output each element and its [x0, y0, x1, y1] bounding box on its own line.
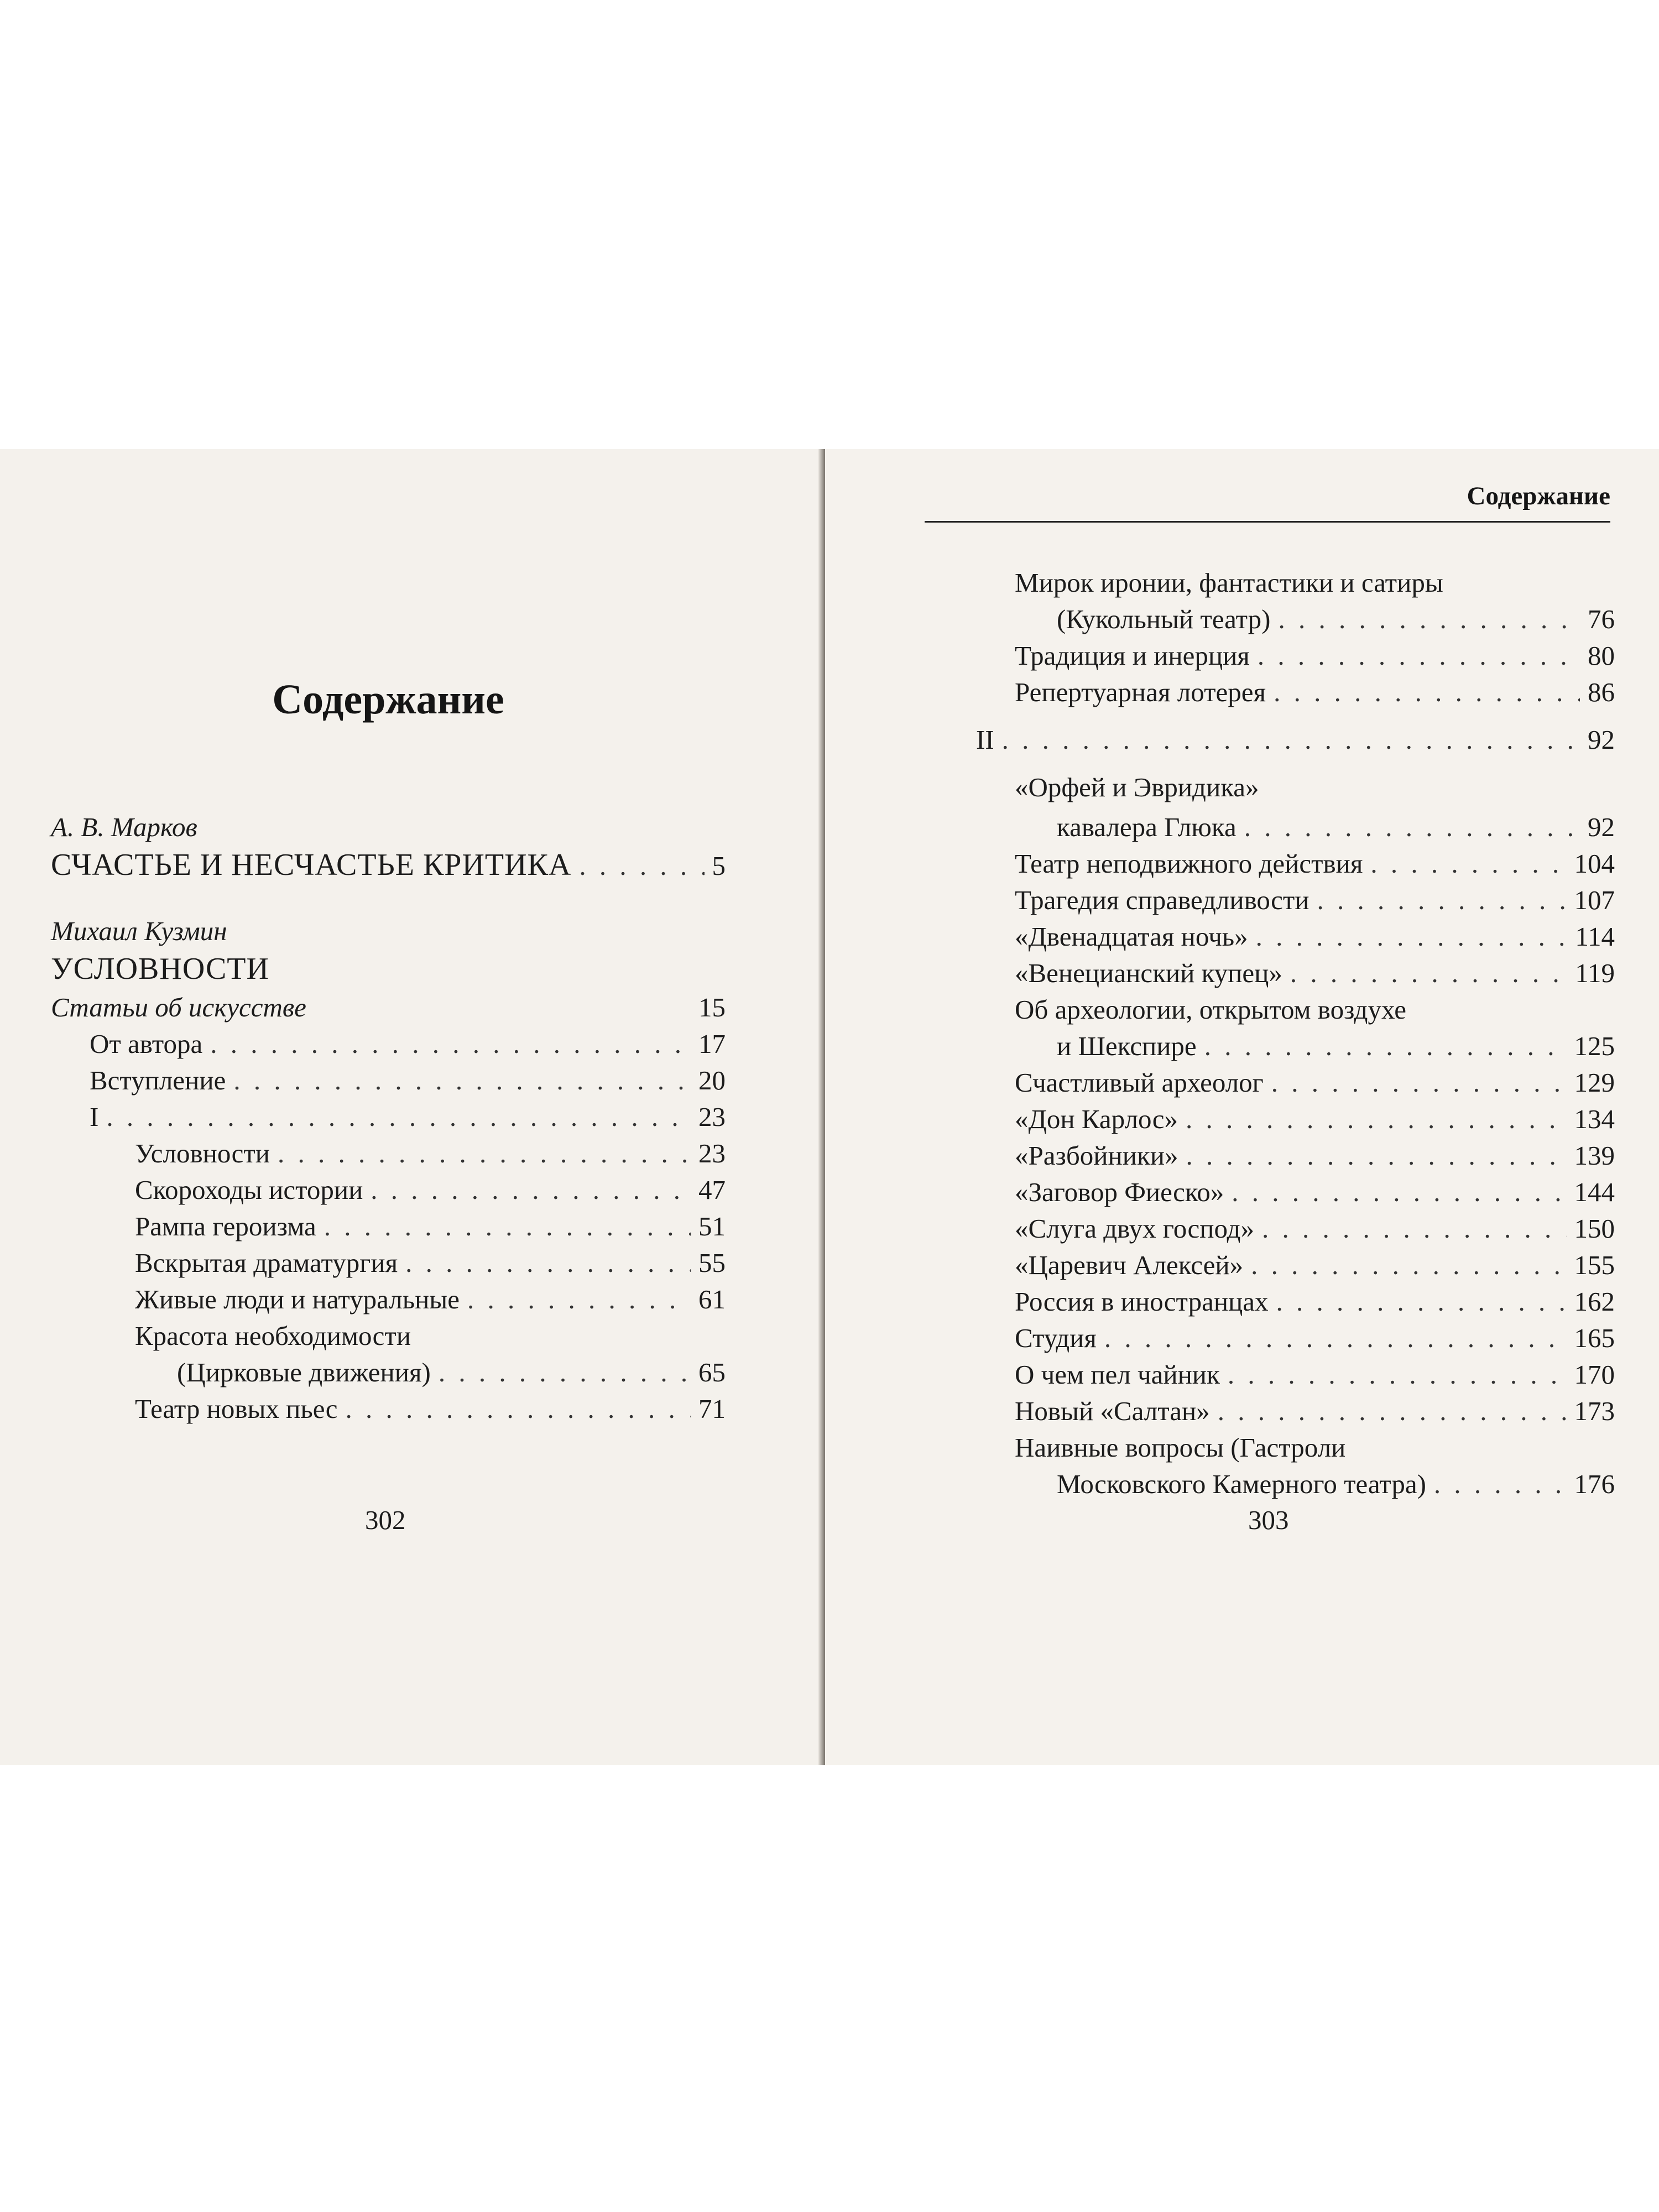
toc-entry-label: «Двенадцатая ночь» [1015, 921, 1248, 952]
section-heading: УСЛОВНОСТИ [51, 952, 269, 986]
toc-entry[interactable] [51, 847, 726, 884]
toc-entry[interactable] [1057, 1029, 1615, 1064]
leader-dots [324, 1209, 691, 1244]
leader-dots [106, 1099, 691, 1135]
toc-page-number: 61 [698, 1284, 726, 1314]
leader-dots [1002, 722, 1580, 758]
toc-entry[interactable] [1015, 1321, 1615, 1356]
author-name: Михаил Кузмин [51, 916, 227, 946]
toc-entry-label: Живые люди и натуральные [135, 1284, 460, 1314]
toc-entry[interactable] [1015, 956, 1615, 991]
toc-entry-label: Условности [135, 1138, 270, 1168]
leader-dots [371, 1172, 691, 1208]
toc-page-number: 71 [698, 1394, 726, 1424]
toc-entry-label: Россия в иностранцах [1015, 1286, 1269, 1317]
toc-page-number: 80 [1588, 640, 1615, 671]
toc-page-number: 20 [698, 1065, 726, 1095]
toc-entry-label: Театр новых пьес [135, 1394, 338, 1424]
book-spread [0, 449, 1659, 1765]
toc-entry[interactable] [1057, 810, 1615, 845]
leader-dots [579, 848, 704, 884]
leader-dots [1251, 1248, 1566, 1283]
toc-entry[interactable] [90, 1099, 726, 1135]
toc-page-number: 129 [1574, 1067, 1615, 1098]
toc-page-number: 15 [698, 992, 726, 1022]
toc-entry[interactable] [1015, 1102, 1615, 1137]
toc-entry[interactable] [1015, 1357, 1615, 1392]
toc-entry-label: Вступление [90, 1065, 226, 1095]
toc-page-number: 92 [1588, 724, 1615, 755]
toc-entry[interactable] [1015, 1211, 1615, 1246]
toc-entry-label: «Венецианский купец» [1015, 958, 1282, 988]
toc-entry-label: (Кукольный театр) [1057, 604, 1271, 634]
toc-page-number: 162 [1574, 1286, 1615, 1317]
page-number: 302 [365, 1505, 406, 1535]
toc-entry-label: Счастливый археолог [1015, 1067, 1264, 1098]
toc-entry-label: Вскрытая драматургия [135, 1248, 398, 1278]
toc-page-number: 92 [1588, 812, 1615, 842]
toc-page-number: 134 [1574, 1104, 1615, 1134]
toc-page-number: 104 [1574, 848, 1615, 879]
leader-dots [1256, 919, 1568, 954]
leader-dots [278, 1136, 691, 1171]
leader-dots [1186, 1102, 1567, 1137]
toc-page-number: 139 [1574, 1140, 1615, 1171]
toc-entry-label: кавалера Глюка [1057, 812, 1237, 842]
toc-entry-label: Статьи об искусстве [51, 992, 306, 1022]
toc-entry-label: II [976, 724, 994, 755]
toc-entry[interactable] [135, 1245, 726, 1281]
leader-dots [439, 1355, 691, 1390]
toc-page-number: 65 [698, 1357, 726, 1387]
leader-dots [1258, 638, 1580, 674]
leader-dots [467, 1282, 691, 1317]
toc-entry-label: Студия [1015, 1323, 1097, 1353]
leader-dots [345, 1391, 691, 1427]
header-rule [925, 521, 1610, 523]
toc-entry[interactable] [1057, 602, 1615, 637]
toc-page-number: 170 [1574, 1359, 1615, 1390]
toc-page-number: 165 [1574, 1323, 1615, 1353]
toc-entry[interactable] [1015, 1065, 1615, 1100]
toc-page-number: 125 [1574, 1031, 1615, 1061]
toc-entry[interactable] [1057, 1467, 1615, 1502]
toc-page-number: 107 [1574, 885, 1615, 915]
leader-dots [1290, 956, 1567, 991]
toc-entry-label[interactable]: Наивные вопросы (Гастроли [1015, 1432, 1346, 1463]
toc-entry-label: О чем пел чайник [1015, 1359, 1220, 1390]
toc-entry[interactable] [1015, 1284, 1615, 1319]
toc-entry-label: От автора [90, 1029, 203, 1059]
toc-page-number: 119 [1575, 958, 1615, 988]
author-name: А. В. Марков [51, 812, 197, 842]
leader-dots [1228, 1357, 1567, 1392]
leader-dots [1104, 1321, 1567, 1356]
toc-entry-label: «Дон Карлос» [1015, 1104, 1178, 1134]
toc-page-number: 23 [698, 1138, 726, 1168]
toc-entry-label: «Слуга двух господ» [1015, 1213, 1254, 1244]
leader-dots [405, 1245, 691, 1281]
toc-entry[interactable] [1015, 919, 1615, 954]
toc-entry-label: Московского Камерного театра) [1057, 1469, 1426, 1499]
toc-page-number: 144 [1574, 1177, 1615, 1207]
toc-entry-label: Театр неподвижного действия [1015, 848, 1363, 879]
toc-entry[interactable] [135, 1209, 726, 1244]
toc-page-number: 17 [698, 1029, 726, 1059]
toc-entry[interactable] [1015, 883, 1615, 918]
leader-dots [1232, 1175, 1566, 1210]
toc-entry-label: «Заговор Фиеско» [1015, 1177, 1224, 1207]
toc-entry-label[interactable]: Об археологии, открытом воздухе [1015, 994, 1407, 1025]
toc-entry-label: «Царевич Алексей» [1015, 1250, 1244, 1280]
leader-dots [1317, 883, 1567, 918]
toc-entry[interactable] [135, 1136, 726, 1171]
leader-dots [1370, 846, 1566, 881]
toc-entry[interactable] [1015, 1138, 1615, 1173]
toc-page-number: 86 [1588, 677, 1615, 707]
toc-entry[interactable] [1015, 1394, 1615, 1429]
toc-entry[interactable] [90, 1063, 726, 1098]
toc-entry[interactable] [135, 1282, 726, 1317]
toc-page-number: 5 [712, 851, 726, 881]
leader-dots [1218, 1394, 1567, 1429]
toc-entry[interactable] [976, 722, 1615, 758]
toc-page-number: 55 [698, 1248, 726, 1278]
leader-dots [210, 1026, 691, 1062]
toc-page-number: 150 [1574, 1213, 1615, 1244]
leader-dots [1186, 1138, 1566, 1173]
toc-page-number: 76 [1588, 604, 1615, 634]
left-page [0, 449, 823, 1765]
toc-entry[interactable] [135, 1172, 726, 1208]
toc-entry-label: СЧАСТЬЕ И НЕСЧАСТЬЕ КРИТИКА [51, 848, 572, 882]
leader-dots [1278, 602, 1580, 637]
leader-dots [1262, 1211, 1567, 1246]
toc-entry[interactable] [1015, 1248, 1615, 1283]
page-number: 303 [1248, 1505, 1289, 1535]
toc-entry-label: Традиция и инерция [1015, 640, 1250, 671]
toc-page-number: 47 [698, 1175, 726, 1205]
page-title: Содержание [272, 676, 504, 723]
toc-page-number: 51 [698, 1211, 726, 1241]
toc-entry[interactable] [177, 1355, 726, 1390]
toc-entry[interactable] [90, 1026, 726, 1062]
toc-page-number: 23 [698, 1102, 726, 1132]
toc-entry-label: Рампа героизма [135, 1211, 316, 1241]
toc-page-number: 173 [1574, 1396, 1615, 1426]
leader-dots [1274, 675, 1580, 710]
toc-page-number: 114 [1575, 921, 1615, 952]
toc-entry-label[interactable]: Мирок иронии, фантастики и сатиры [1015, 567, 1443, 598]
toc-entry-label: (Цирковые движения) [177, 1357, 431, 1387]
toc-entry[interactable] [1015, 638, 1615, 674]
running-head: Содержание [1467, 482, 1610, 510]
toc-entry-label[interactable]: «Орфей и Эвридика» [1015, 772, 1259, 802]
toc-entry-label: и Шекспире [1057, 1031, 1197, 1061]
toc-page-number: 176 [1574, 1469, 1615, 1499]
toc-entry[interactable] [1015, 846, 1615, 881]
leader-dots [1244, 810, 1580, 845]
toc-entry-label: I [90, 1102, 99, 1132]
toc-entry[interactable] [51, 990, 726, 1025]
toc-entry-label: Трагедия справедливости [1015, 885, 1310, 915]
toc-page-number: 155 [1574, 1250, 1615, 1280]
toc-entry-label: Новый «Салтан» [1015, 1396, 1210, 1426]
toc-entry[interactable] [135, 1391, 726, 1427]
toc-entry-label: «Разбойники» [1015, 1140, 1178, 1171]
leader-dots [1276, 1284, 1567, 1319]
leader-dots [1434, 1467, 1567, 1502]
toc-entry-label: Скороходы истории [135, 1175, 363, 1205]
leader-dots [1204, 1029, 1567, 1064]
toc-entry-label: Репертуарная лотерея [1015, 677, 1266, 707]
leader-dots [1271, 1065, 1567, 1100]
toc-entry[interactable] [1015, 675, 1615, 710]
toc-entry[interactable] [1015, 1175, 1615, 1210]
leader-dots [233, 1063, 691, 1098]
toc-entry-label[interactable]: Красота необходимости [135, 1321, 411, 1351]
